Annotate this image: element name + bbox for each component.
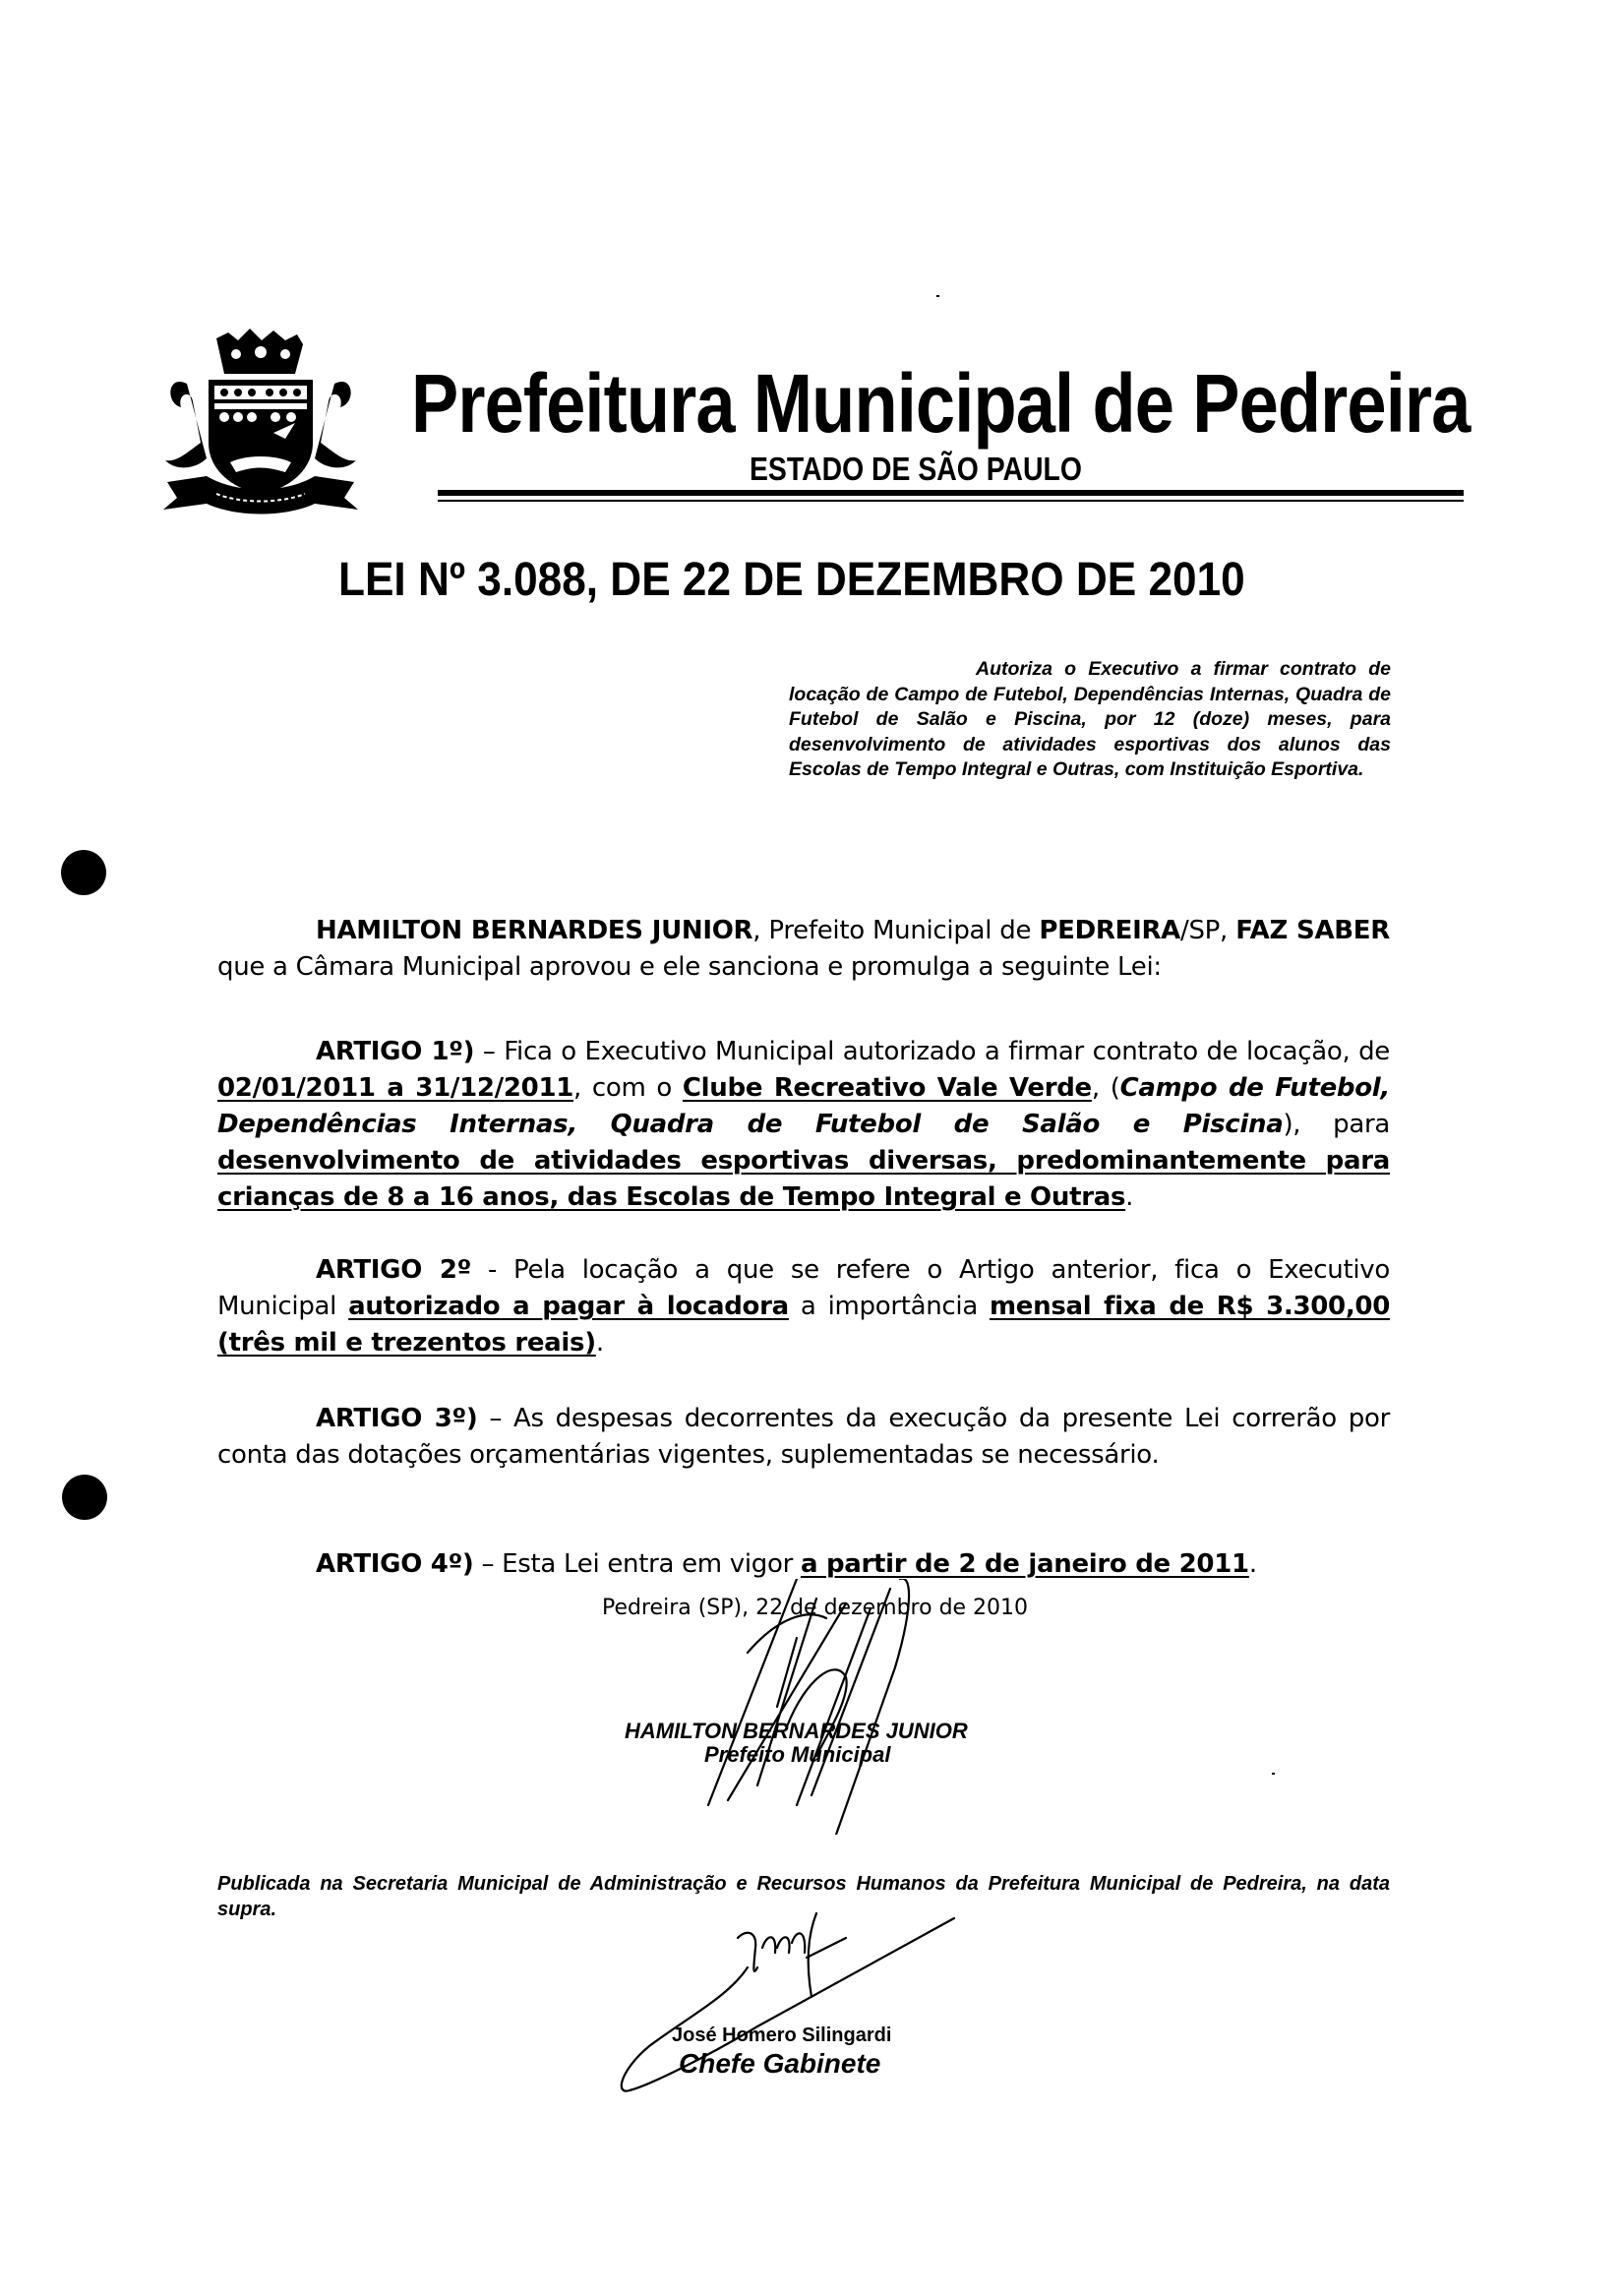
mayor-signature: [689, 1579, 984, 1835]
article-3: ARTIGO 3º) – As despesas decorrentes da execução da presente Lei correrão por conta das dotações orçamentárias vigentes, suplementadas se necessário.: [217, 1404, 1390, 1470]
punch-hole-bottom: [62, 1475, 107, 1520]
chief-name: José Homero Silingardi: [672, 2024, 892, 2046]
header-rule-thin: [438, 500, 1464, 502]
article-label: ARTIGO 3º): [316, 1404, 478, 1433]
law-summary: Autoriza o Executivo a firmar contrato de locação de Campo de Futebol, Dependências Internas, Quadra de Futebol de Salão e Piscina, por 12 (doze) meses, para desenvolvimento de atividades esportivas dos alunos das Escolas de Tempo Integral e Outras, com Instituição Esportiva.: [789, 658, 1391, 780]
law-title: LEI Nº 3.088, DE 22 DE DEZEMBRO DE 2010: [338, 554, 1245, 606]
article-label: ARTIGO 2º: [316, 1255, 471, 1285]
mayor-name: HAMILTON BERNARDES JUNIOR: [316, 916, 753, 945]
scan-speck: [936, 295, 939, 297]
article-2: ARTIGO 2º - Pela locação a que se refere o Artigo anterior, fica o Executivo Municipal autorizado a pagar à locadora a importância mensal fixa de R$ 3.300,00 (três mil e trezentos reais).: [217, 1255, 1390, 1358]
lessor-name: Clube Recreativo Vale Verde: [682, 1073, 1092, 1103]
chief-role: Chefe Gabinete: [679, 2048, 881, 2079]
scan-speck: [1272, 1773, 1275, 1775]
faz-saber: FAZ SABER: [1235, 916, 1390, 945]
organization-name: Prefeitura Municipal de Pedreira: [411, 357, 1471, 450]
facilities-list: Campo de Futebol, Dependências Internas, Quadra de Futebol de Salão e Piscina: [217, 1073, 1390, 1139]
contract-period: 02/01/2011 a 31/12/2011: [217, 1073, 574, 1103]
article-label: ARTIGO 1º): [316, 1037, 475, 1066]
contract-purpose: desenvolvimento de atividades esportivas diversas, predominantemente para crianças de 8 a 16 anos, das Escolas de Tempo Integral e Outras: [217, 1146, 1390, 1212]
payment-authorization: autorizado a pagar à locadora: [348, 1292, 789, 1321]
article-label: ARTIGO 4º): [316, 1549, 474, 1579]
state-name: ESTADO DE SÃO PAULO: [750, 451, 1082, 487]
coat-of-arms-icon: [148, 325, 374, 521]
publication-note: Publicada na Secretaria Municipal de Administração e Recursos Humanos da Prefeitura Municipal de Pedreira, na data supra.: [217, 1873, 1390, 1920]
monthly-amount: mensal fixa de R$ 3.300,00 (três mil e trezentos reais): [217, 1292, 1390, 1358]
punch-hole-top: [61, 850, 106, 895]
article-1: ARTIGO 1º) – Fica o Executivo Municipal autorizado a firmar contrato de locação, de 02/01/2011 a 31/12/2011, com o Clube Recreativo Vale Verde, (Campo de Futebol, Dependências Internas, Quadra de Futebol de Salão e Piscina), para desenvolvimento de atividades esportivas diversas, predominantemente para crianças de 8 a 16 anos, das Escolas de Tempo Integral e Outras.: [217, 1037, 1390, 1212]
city-name: PEDREIRA: [1039, 916, 1180, 945]
header-rule: [438, 490, 1464, 496]
effective-date: a partir de 2 de janeiro de 2011: [800, 1549, 1249, 1579]
preamble: HAMILTON BERNARDES JUNIOR, Prefeito Municipal de PEDREIRA/SP, FAZ SABER que a Câmara Municipal aprovou e ele sanciona e promulga a seguinte Lei:: [217, 916, 1390, 982]
signatory-name: HAMILTON BERNARDES JUNIOR: [625, 1719, 968, 1743]
article-4: ARTIGO 4º) – Esta Lei entra em vigor a partir de 2 de janeiro de 2011.: [316, 1549, 1257, 1579]
signatory-role: Prefeito Municipal: [704, 1742, 891, 1767]
place-and-date: Pedreira (SP), 22 de dezembro de 2010: [602, 1596, 1029, 1620]
